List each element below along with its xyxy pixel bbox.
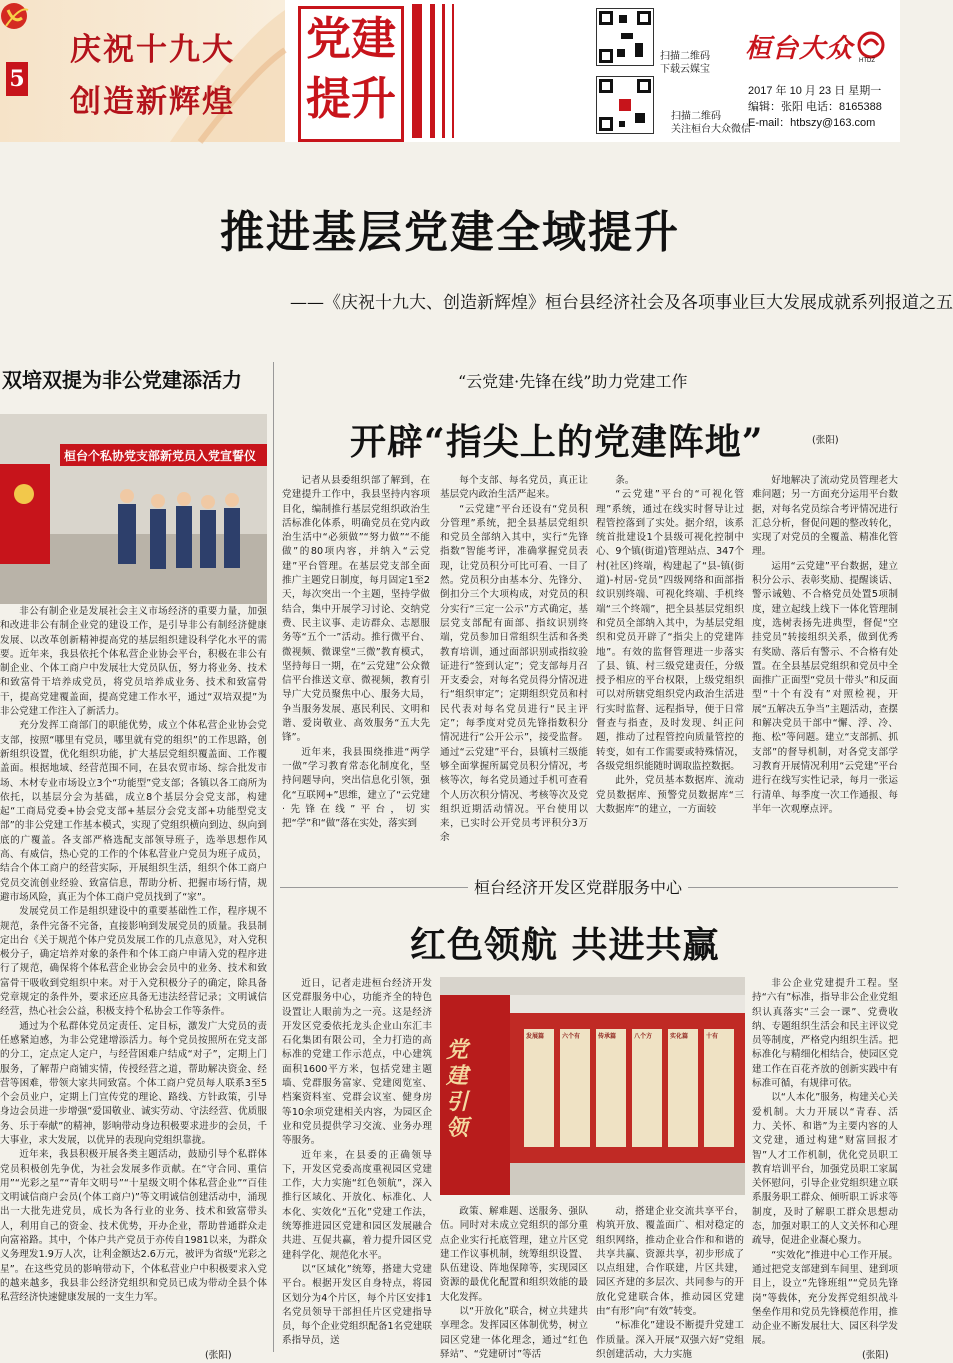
paragraph: 近年来，我县积极开展各类主题活动，鼓励引导个私群体党员积极创先争优，为社会发展多作贡献。在“守合同、重信用”“光彩之星”“青年文明号”“十星级文明个体私营企业”“百佳文明诚信商户会员(个体工商户)”等文明诚信创建活动中，涌现出一大批先进党员，成长为各行业的业务、技术和致富带头人，利用自己的资金、技术优势，开办企业，帮助普通群众走向富裕路。其中，个体户共产党员于亦传自1981以来，为群众义务理发1.9万人次，让利金额达2.6万元，被评为省级“光彩之星”。在这些党员的影响带动下，个体私营业户中积极要求入党的越来越多，我县非公经济党组织和党员已成为带动全县个体私营经济快速健康发展的一支生力军。 [0, 1149, 267, 1304]
paragraph: “云党建”平台的“可视化管理”系统，通过在线实时督导让过程管控落到了实处。据介绍，该系统首批建设1个县级可视化控制中心、9个镇(街道)管理站点、347个村(社区)终端，构建起了“县-镇(街道)-村居-党员”四级网络和面部指纹识别终端、可视化终端、手机终端“三个终端”，把全县基层党组织和党员全部纳入其中，为基层党组织和党员开辟了“指尖上的党建阵地”。有效的监督管理进一步落实了县、镇、村三级党建责任，分级授予相应的平台权限，上级党组织可以对所辖党组织党内政治生活进行实时监督、远程指导，便于日常督查与指查，及时发现、纠正问题，推动了过程管控向质量管控的转变，如有工作需要或特殊情况，各级党组织能随时调取监控数据。 [596, 489, 744, 772]
issue-date: 2017 年 10 月 23 日 星期一 [748, 85, 882, 97]
red-stripe [412, 4, 422, 138]
email-contact: E-mail：htbszy@163.com [748, 117, 876, 129]
section2-col1 [282, 474, 430, 878]
section3-title: 红色领航 共进共赢 [410, 924, 720, 966]
column-title-box [298, 6, 404, 142]
paragraph: 每个支部、每名党员，真正让基层党内政治生活严起来。 [440, 475, 588, 501]
paragraph: 充分发挥工商部门的职能优势，成立个体私营企业协会党支部，按照“哪里有党员，哪里就有党的组织”的工作思路，创新组织设置，优化组织功能，扩大基层党组织覆盖面、工作覆盖面。根据地域、经营范围不同，在县农贸市场、综合批发市场、木材专业市场设立3个“功能型”党支部；各镇以各工商所为依托，以基层分会为基础，成立8个基层分会党支部，构建起“工商局党委+协会党支部+基层分会党支部+功能型党支部”的非公党建工作基本模式，实现了党组织横向到边、纵向到底的广覆盖。各支部严格选配支部领导班子，选举思想作风高、有威信，热心党的工作的个体私营业户党员为班子成员，结合个体工商户的经营实际，开展组织生活，组织个体工商户党员交流创业经验、致富信息，帮助分析、把握市场行情，规避市场风险，真正为个体工商户党员找到了“家”。 [0, 720, 267, 903]
photo-slogan: 党建引领 [446, 1037, 469, 1141]
paragraph: “实效化”推进中心工作开展。通过把党支部建到车间里、建到项目上，设立“先锋班组”“党员先锋岗”等载体，充分发挥党组织战斗堡垒作用和党员先锋模范作用，推动企业不断发展壮大、园区科学发展。 [752, 1249, 898, 1347]
paragraph: 非公企业党建提升工程。坚持“六有”标准，指导非公企业党组织认真落实“三会一课”、党费收纳、专题组织生活会和民主评议党员等制度，严格党内组织生活。把标准化与精细化相结合，使园区党建工作在百花齐放的创新实践中有标准可循，有规律可依。 [752, 978, 898, 1090]
newspaper-masthead [0, 0, 900, 142]
paragraph: 通过为个私群体党员定责任、定目标，激发广大党员的责任感紧迫感，为非公党建增添活力。每个党员按照所在党支部的分工，定点定人定户，与经营困难户结成“对子”，定期上门服务，了解帮户商铺实情，传授经营之道，帮助解决资金、经营等困难，带领大家共同致富。个体工商户党员每人联系3至5个会员业户，定期上门宣传党的理论、路线、方针政策，引导身边会员进一步增强“爱国敬业、诚实劳动、守法经营、优质服务、乐于奉献”的精神，影响带动身边积极要求进步的会员，千大事业，求大发展，以优异的表现向党组织靠拢。 [0, 1020, 267, 1146]
section1-body [0, 605, 267, 1363]
paragraph: 近年来，在县委的正确领导下，开发区党委高度重视园区党建工作，大力实施“红色领航”，深入推行区域化、开放化、标准化、人本化、实效化“五化”党建工作法，统筹推进园区党建和园区发展融合共进、互促共赢，着力提升园区党建科学化、规范化水平。 [282, 1149, 432, 1261]
paragraph: “云党建”平台还设有“党员积分管理”系统，把全县基层党组织和党员全部纳入其中，实行“先锋指数”智能考评，准确掌握党员表现，让党员积分可比可看、一目了然。党员积分由基本分、先锋分、倒扣分三个大项构成，对党员的积分实行“三定一公示”方式确定，基层党支部配有面部、指纹识别终端，党员参加日常组织生活和各类教育培训，通过面部识别或指纹验证进行“签到认定”；党支部每月召开支委会，对每名党员得分情况进行“组织审定”；定期组织党员和村民代表对每名党员进行“民主评定”；每季度对党员先锋指数积分情况进行“公开公示”，接受监督。通过“云党建”平台，县镇村三级能够全面掌握所属党员积分情况，考核等次，每名党员通过手机可查看个人历次积分情况、考核等次及党组织近期活动情况。平台使用以来，已实时公开党员考评积分3万余 [440, 503, 588, 844]
qr-code-app-icon[interactable] [596, 8, 654, 66]
banner-line-2: 创造新辉煌 [70, 84, 235, 120]
paragraph: 发展党员工作是组织建设中的重要基础性工作，程序规不规范，条件完备不完备，直接影响到发展党员的质量。我县制定出台《关于规范个体户党员发展工作的几点意见》，对入党积极分子，确定培养对象的条件和个体工商户申请入党的程序进行了规范，确保将个体私营企业协会会员中的业务、技术和致富骨干吸收到党组织中来。对于入党积极分子的确定，除具备党章规定的条件外，要求还应具备无违法经营记录；文明诚信经营，热心社会公益，积极支持个私协会工作等条件。 [0, 906, 267, 1018]
section2-col3 [596, 474, 744, 878]
section2-col2 [440, 474, 588, 878]
section2-col4 [752, 474, 898, 815]
paragraph: 以“区域化”统筹，搭建大党建平台。根据开发区自身特点，将园区划分为4个片区，每个片区安排1名党员领导干部担任片区党建指导员，每个企业党组织配备1名党建联系指导员，送 [282, 1263, 433, 1347]
banner-line-1: 庆祝十九大 [70, 32, 235, 68]
qr-top-caption: 扫描二维码 下载云媒宝 [660, 51, 710, 75]
editor-contact: 编辑：张阳 电话：8165388 [748, 101, 882, 113]
paragraph: 近日，记者走进桓台经济开发区党群服务中心，功能齐全的特色设置让人眼前为之一亮。这是经济开发区党委依托龙头企业山东汇丰石化集团有限公司，全力打造的高标准的党建工作示范点，中心建筑面积1600平方米，包括党建主题墙、党群服务富家、党建阅览室、档案资料室、党群会议室、健身房等10余项党建相关内容，为园区企业和党员提供学习交流、业务办理等服务。 [282, 978, 432, 1147]
main-headline: 推进基层党建全域提升 [220, 207, 680, 258]
page-number: 5 [6, 62, 28, 96]
section3-kicker: 桓台经济开发区党群服务中心 [468, 875, 688, 898]
oath-ceremony-photo [0, 414, 267, 604]
section1-byline: (张阳) [205, 1347, 232, 1361]
photo-banner-text: 桓台个私协党支部新党员入党宣誓仪 [64, 449, 257, 463]
column-title-2: 提升 [305, 72, 396, 125]
paragraph: “标准化”建设不断提升党建工作质量。深入开展“双强六好”党组织创建活动，大力实施 [596, 1320, 744, 1360]
section3-mid-col-a [440, 1205, 588, 1360]
section1-title: 双培双提为非公党建添活力 [2, 368, 242, 392]
red-stripe [442, 4, 445, 138]
celebration-banner [0, 0, 285, 142]
series-subheadline: ——《庆祝十九大、创造新辉煌》桓台县经济社会及各项事业巨大发展成就系列报道之五 [290, 293, 953, 313]
section3-byline: (张阳) [862, 1347, 889, 1361]
red-stripe [452, 4, 454, 138]
red-stripe [430, 4, 435, 138]
paragraph: 以“开放化”联合，树立共建共享理念。发挥园区体制优势，树立园区党建一体化理念，通过“红色驿站”、“党建研讨”等活 [440, 1306, 588, 1360]
paragraph: 记者从县委组织部了解到，在党建提升工作中，我县坚持内容项目化，编制推行基层党组织政治生活标准化体系，明确党员在党内政治生活中“必须做”“努力做”“不能做”的80项内容，并纳入“云党建”平台管理。在基层党支部全面推广主题党日制度，每月固定1至2天，每次突出一个主题，坚持学做结合，集中开展学习讨论、交纳党费、民主议事、走访群众、志愿服务等“五个一”活动。推行微平台、微视频、微课堂“三微”教育模式，坚持每日一期，在“云党建”公众微信平台推送文章、微视频，教育引导广大党员聚焦中心、服务大局，争当服务发展、惠民利民、文明和谐、爱岗敬业、高效服务“五大先锋”。 [282, 475, 430, 744]
page-content [0, 142, 953, 1361]
paragraph: 此外，党员基本数据库、流动党员数据库、预警党员数据库“三大数据库”的建立，一方面较 [596, 775, 744, 815]
party-emblem-icon [0, 0, 56, 48]
section3-mid-col-b [596, 1205, 744, 1360]
qr-code-wechat-icon[interactable] [596, 76, 654, 134]
paragraph: 动，搭建企业交流共享平台，构筑开放、覆盖面广、相对稳定的组织网络，推动企业合作和和谐的共享共赢、资源共享，初步形成了以点组建，合作联建，片区共建，园区齐建的多层次、共同参与的开放化党建联合体，推动园区党建由“有形”向“有效”转变。 [596, 1206, 744, 1318]
column-divider [273, 362, 274, 1352]
section2-title: 开辟“指尖上的党建阵地” [350, 421, 764, 463]
column-title-1: 党建 [305, 12, 396, 65]
qr-bottom-caption: 扫描二维码 关注桓台大众微信 [671, 111, 751, 135]
paragraph: 好地解决了流动党员管理老大难问题；另一方面充分运用平台数据，对每名党员综合考评情况进行汇总分析，督促问题的整改转化，实现了对党员的全覆盖、精准化管理。 [752, 475, 898, 558]
paragraph: 政策、解难题、送服务、强队伍。同时对未成立党组织的部分重点企业实行托底管理，建立片区党建工作议事机制，统筹组织设置、队伍建设、阵地保障等，实现园区资源的最优化配置和组织效能的最大化发挥。 [440, 1206, 588, 1303]
section2-byline: (张阳) [812, 435, 839, 446]
logo-swirl-icon [856, 30, 886, 60]
section3-left-col [282, 977, 432, 1357]
logo-subtitle: HTDZ [859, 58, 875, 64]
section3-right-col [752, 977, 898, 1357]
paragraph: 条。 [615, 475, 635, 486]
paragraph: 运用“云党建”平台数据，建立积分公示、表彰奖励、提醒谈话、警示诫勉、不合格党员处置5项制度，建立起线上线下一体化管理制度，选树表扬先进典型，督促“空挂党员”转接组织关系，做到优秀有奖励、落后有警示、不合格有处置。在全县基层党组织和党员中全面推广正面型“党员十带头”和反面型“十个有没有”对照检视，开展“五解决五争当”主题活动，查摆和解决党员干部中“懈、浮、冷、拖、松”等问题。建立“支部抓、抓支部”的督导机制，对各党支部学习教育开展情况利用“云党建”平台进行在线写实性记录，每月一张运行清单、每季度一次工作通报、每半年一次观摩点评。 [752, 560, 898, 815]
paragraph: 非公有制企业是发展社会主义市场经济的重要力量，加强和改进非公有制企业党的建设工作，是引导非公有制经济健康发展、以改革创新精神提高党的基层组织建设科学化水平的需要。近年来，我县依托个体私营企业协会平台，积极在非公有制企业、个体工商户中发展壮大党员队伍，努力将业务、技术和致富骨干培养成党员，将党员培养成业务、技术和致富骨干，提高党建覆盖面，提高党建工作水平，通过“双培双提”为非公党建工作注入了新活力。 [0, 606, 267, 718]
section2-kicker: “云党建·先锋在线”助力党建工作 [458, 372, 688, 391]
service-center-photo: 党建引领 发展篇 六个有 传承篇 八个方 实化篇 十有 [440, 977, 745, 1195]
newspaper-logo: 桓台大众 [745, 34, 854, 64]
paragraph: 近年来，我县围绕推进“两学一做”学习教育常态化制度化，坚持问题导向，突出信息化引领，强化“互联网+”思维，建立了“云党建·先锋在线”平台，切实把“学”和“做”落在实处，落实到 [282, 746, 430, 830]
paragraph: 以“人本化”服务，构建关心关爱机制。大力开展以“青春、活力、关怀、和谐”为主要内容的人文党建，通过构建“财富回报才智”人才工作机制，优化党员职工教育培训平台，加强党员职工家属关怀慰问，引导企业党组织建立联系服务职工群众、倾听职工诉求等制度，及时了解职工群众思想动态，加强对职工的人文关怀和心理疏导，促进企业凝心聚力。 [752, 1092, 898, 1247]
